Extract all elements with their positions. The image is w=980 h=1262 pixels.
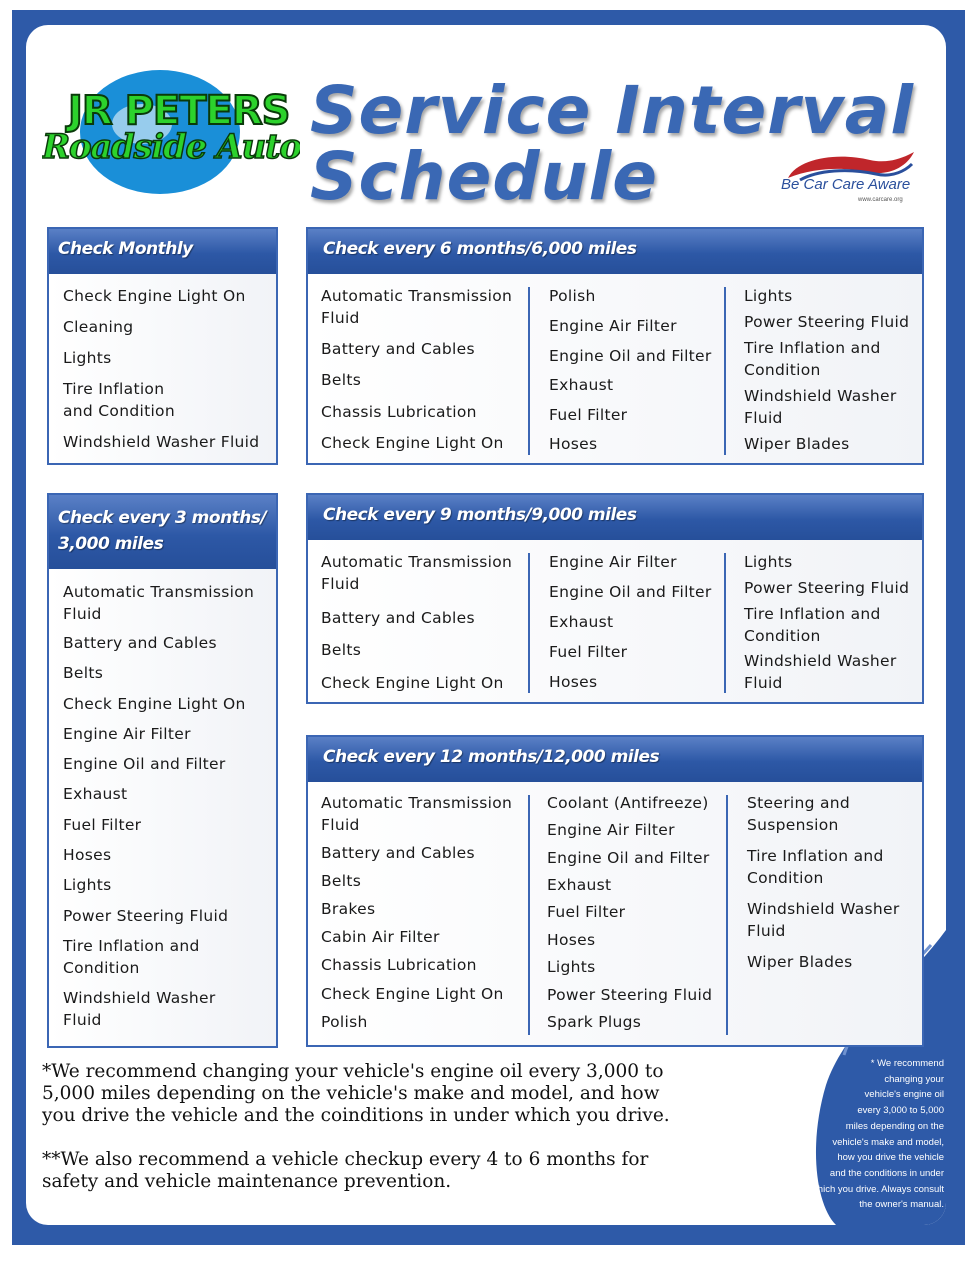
side-note-line: which you drive. Always consult xyxy=(810,1183,944,1195)
list-item: Lights xyxy=(744,553,793,571)
note-line: **We also recommend a vehicle checkup every 4 to 6 months for xyxy=(42,1149,649,1170)
list-item: Wiper Blades xyxy=(744,435,850,453)
title-line2: Schedule xyxy=(310,138,659,215)
note-line: 5,000 miles depending on the vehicle's make and model, and how xyxy=(42,1083,660,1104)
list-item: Exhaust xyxy=(549,613,614,631)
list-item: Battery and Cables xyxy=(321,844,475,862)
list-item: Battery and Cables xyxy=(321,340,475,358)
list-item: Exhaust xyxy=(63,785,128,803)
side-note-line: vehicle's engine oil xyxy=(864,1089,944,1101)
list-item: Belts xyxy=(321,872,362,890)
side-note-line: vehicle's make and model, xyxy=(832,1136,944,1148)
list-item: Polish xyxy=(549,287,596,305)
side-note-line: how you drive the vehicle xyxy=(837,1152,944,1164)
list-item: Belts xyxy=(63,664,104,682)
list-item: Fuel Filter xyxy=(63,816,142,834)
title-line1: Service Interval xyxy=(310,72,914,149)
list-item: Cabin Air Filter xyxy=(321,928,440,946)
list-item: Condition xyxy=(744,627,821,645)
side-note xyxy=(802,1056,944,1213)
list-item: Tire Inflation and xyxy=(744,339,881,357)
list-item: Suspension xyxy=(747,816,839,834)
list-item: Windshield Washer xyxy=(63,989,216,1007)
list-item: Power Steering Fluid xyxy=(63,907,229,925)
list-item: Condition xyxy=(744,361,821,379)
list-item: Hoses xyxy=(549,435,598,453)
list-item: and Condition xyxy=(63,402,175,420)
list-item: Windshield Washer xyxy=(747,900,900,918)
list-item: Fluid xyxy=(63,605,102,623)
brand-url: www.carcare.org xyxy=(858,197,903,203)
list-item: Automatic Transmission xyxy=(321,553,513,571)
side-note-line: the owner's manual. xyxy=(859,1199,944,1211)
list-item: Check Engine Light On xyxy=(63,695,246,713)
list-item: Condition xyxy=(63,959,140,977)
list-item: Check Engine Light On xyxy=(321,674,504,692)
list-item: Exhaust xyxy=(549,376,614,394)
list-item: Check Engine Light On xyxy=(321,434,504,452)
list-item: Battery and Cables xyxy=(63,634,217,652)
list-item: Fluid xyxy=(321,575,360,593)
list-item: Cleaning xyxy=(63,318,134,336)
list-item: Hoses xyxy=(63,846,112,864)
list-item: Fuel Filter xyxy=(547,903,626,921)
panel-3-months-title xyxy=(49,495,276,569)
list-item: Fluid xyxy=(321,309,360,327)
side-note-line: * We recommend xyxy=(870,1058,944,1069)
list-item: Polish xyxy=(321,1013,368,1031)
side-note-line: and the conditions in under xyxy=(829,1167,944,1179)
list-item: Fuel Filter xyxy=(549,643,628,661)
list-item: Engine Oil and Filter xyxy=(63,755,226,773)
side-note-line: miles depending on the xyxy=(845,1120,944,1132)
note-line: you drive the vehicle and the coinditions in under which you drive. xyxy=(42,1105,670,1126)
panel-9-months xyxy=(306,493,924,704)
list-item: Coolant (Antifreeze) xyxy=(547,794,709,812)
list-item: Engine Oil and Filter xyxy=(549,583,712,601)
list-item: Engine Air Filter xyxy=(549,317,677,335)
list-item: Fluid xyxy=(744,409,783,427)
list-item: Engine Air Filter xyxy=(547,821,675,839)
list-item: Battery and Cables xyxy=(321,609,475,627)
list-item: Fluid xyxy=(321,816,360,834)
list-item: Steering and xyxy=(747,794,851,812)
panel-3-months-title-line2: 3,000 miles xyxy=(58,534,164,554)
list-item: Tire Inflation and xyxy=(744,605,881,623)
side-note-line: changing your xyxy=(884,1073,944,1085)
list-item: Belts xyxy=(321,641,362,659)
column-divider xyxy=(724,287,726,455)
list-item: Fuel Filter xyxy=(549,406,628,424)
panel-monthly xyxy=(47,227,278,465)
note-line: safety and vehicle maintenance prevention. xyxy=(42,1171,452,1192)
panel-3-months xyxy=(47,493,278,1048)
logo-line1: JR PETERS xyxy=(68,88,290,134)
logo-line2: Roadside Auto xyxy=(42,127,300,167)
list-item: Automatic Transmission xyxy=(63,583,255,601)
list-item: Power Steering Fluid xyxy=(744,579,910,597)
panel-9-months-title: Check every 9 months/9,000 miles xyxy=(308,495,922,540)
list-item: Windshield Washer xyxy=(744,652,897,670)
list-item: Engine Oil and Filter xyxy=(547,849,710,867)
side-note-line: every 3,000 to 5,000 xyxy=(857,1105,944,1117)
checkup-note xyxy=(42,1149,648,1193)
panel-12-months-title: Check every 12 months/12,000 miles xyxy=(308,737,922,782)
list-item: Wiper Blades xyxy=(747,953,853,971)
list-item: Engine Air Filter xyxy=(549,553,677,571)
list-item: Hoses xyxy=(549,673,598,691)
list-item: Fluid xyxy=(747,922,786,940)
list-item: Engine Air Filter xyxy=(63,725,191,743)
list-item: Check Engine Light On xyxy=(321,985,504,1003)
list-item: Exhaust xyxy=(547,876,612,894)
panel-6-months-title: Check every 6 months/6,000 miles xyxy=(308,229,922,274)
list-item: Tire Inflation and xyxy=(63,937,200,955)
list-item: Tire Inflation xyxy=(63,380,165,398)
oil-change-note xyxy=(42,1061,670,1127)
list-item: Windshield Washer Fluid xyxy=(63,433,260,451)
list-item: Power Steering Fluid xyxy=(547,986,713,1004)
list-item: Spark Plugs xyxy=(547,1013,642,1031)
jr-peters-logo xyxy=(42,68,300,196)
list-item: Condition xyxy=(747,869,824,887)
list-item: Chassis Lubrication xyxy=(321,956,477,974)
brand-name: Be Car Care Aware xyxy=(781,176,911,193)
list-item: Brakes xyxy=(321,900,376,918)
list-item: Lights xyxy=(547,958,596,976)
list-item: Hoses xyxy=(547,931,596,949)
panel-6-months xyxy=(306,227,924,465)
panel-monthly-title: Check Monthly xyxy=(49,229,276,274)
list-item: Belts xyxy=(321,371,362,389)
list-item: Engine Oil and Filter xyxy=(549,347,712,365)
list-item: Tire Inflation and xyxy=(747,847,884,865)
list-item: Check Engine Light On xyxy=(63,287,246,305)
list-item: Lights xyxy=(744,287,793,305)
list-item: Automatic Transmission xyxy=(321,794,513,812)
list-item: Lights xyxy=(63,349,112,367)
list-item: Windshield Washer xyxy=(744,387,897,405)
list-item: Automatic Transmission xyxy=(321,287,513,305)
panel-3-months-title-line1: Check every 3 months/ xyxy=(58,508,267,528)
list-item: Fluid xyxy=(63,1011,102,1029)
note-line: *We recommend changing your vehicle's engine oil every 3,000 to xyxy=(42,1061,664,1082)
list-item: Power Steering Fluid xyxy=(744,313,910,331)
list-item: Lights xyxy=(63,876,112,894)
list-item: Chassis Lubrication xyxy=(321,403,477,421)
list-item: Fluid xyxy=(744,674,783,692)
panel-12-months xyxy=(306,735,924,1047)
